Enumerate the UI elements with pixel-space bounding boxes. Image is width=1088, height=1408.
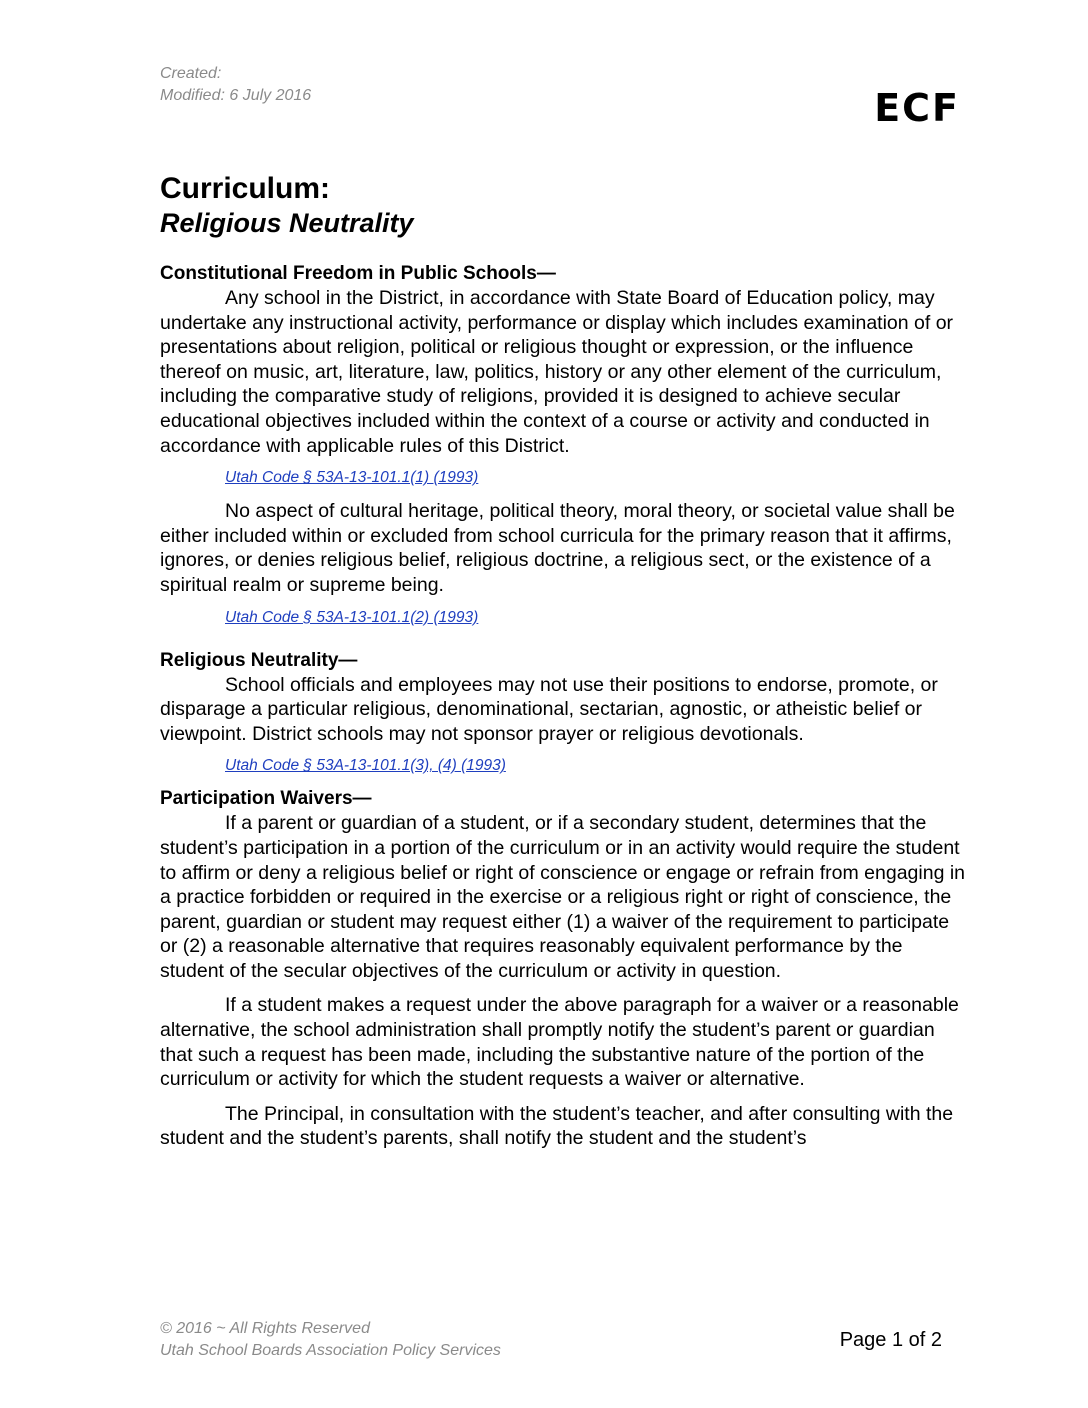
spacer	[160, 639, 970, 649]
document-title	[160, 172, 414, 240]
citation-link[interactable]: Utah Code § 53A-13-101.1(3), (4) (1993)	[225, 757, 506, 775]
footer-copyright: © 2016 ~ All Rights Reserved	[160, 1320, 370, 1337]
page-number: Page 1 of 2	[839, 1329, 942, 1351]
citation-link[interactable]: Utah Code § 53A-13-101.1(1) (1993)	[225, 469, 479, 487]
title-subtitle: Religious Neutrality	[160, 208, 414, 238]
paragraph: School officials and employees may not use their positions to endorse, promote, or disparage a particular religious, denominational, sectarian, agnostic, or atheistic belief or viewpoint. District schools may not sponsor prayer or religious devotionals.	[160, 673, 938, 745]
document-metadata	[160, 63, 311, 107]
spacer	[160, 983, 970, 993]
policy-code: ECF	[874, 86, 960, 130]
created-date: Created:	[160, 65, 222, 82]
modified-date: Modified: 6 July 2016	[160, 87, 312, 104]
footer-organization: Utah School Boards Association Policy Services	[160, 1342, 501, 1359]
section-heading-religious-neutrality: Religious Neutrality—	[160, 649, 358, 671]
paragraph: Any school in the District, in accordance with State Board of Education policy, may undertake any instructional activity, performance or display which includes examination of or presentations about religion, political or religious thought or expression, or the influence thereof on music, art, literature, law, politics, history or any other element of the curriculum, including the comparative study of religions, provided it is designed to achieve secular educational objectives included within the context of a course or activity and conducted in accordance with applicable rules of this District.	[160, 287, 954, 457]
footer-copyright-block	[160, 1318, 501, 1362]
spacer	[160, 1092, 970, 1102]
citation-link[interactable]: Utah Code § 53A-13-101.1(2) (1993)	[225, 608, 479, 626]
document-body	[160, 262, 970, 1151]
paragraph: If a parent or guardian of a student, or if a secondary student, determines that the student’s participation in a portion of the curriculum or in an activity would require the student to affirm or deny a religious belief or right of conscience or engage or refrain from engaging in a practice forbidden or required in the exercise or a religious right or right of conscience, the parent, guardian or student may request either (1) a waiver of the requirement to participate or (2) a reasonable alternative that requires reasonably equivalent performance by the student of the secular objectives of the curriculum or activity in question.	[160, 812, 966, 982]
section-heading-constitutional-freedom: Constitutional Freedom in Public Schools—	[160, 263, 556, 284]
title-main: Curriculum:	[160, 172, 331, 205]
paragraph: If a student makes a request under the above paragraph for a waiver or a reasonable alternative, the school administration shall promptly notify the student’s parent or guardian that such a request has been made, including the substantive nature of the portion of the curriculum or activity for which the student requests a waiver or alternative.	[160, 994, 959, 1091]
paragraph: No aspect of cultural heritage, political theory, moral theory, or societal value shall be either included within or excluded from school curricula for the primary reason that it affirms, ignores, or denies religious belief, religious doctrine, a religious sect, or the existence of a spiritual realm or supreme being.	[160, 500, 955, 596]
paragraph: The Principal, in consultation with the student’s teacher, and after consulting with the student and the student’s parents, shall notify the student and the student’s	[160, 1102, 954, 1150]
section-heading-participation-waivers: Participation Waivers—	[160, 788, 372, 810]
